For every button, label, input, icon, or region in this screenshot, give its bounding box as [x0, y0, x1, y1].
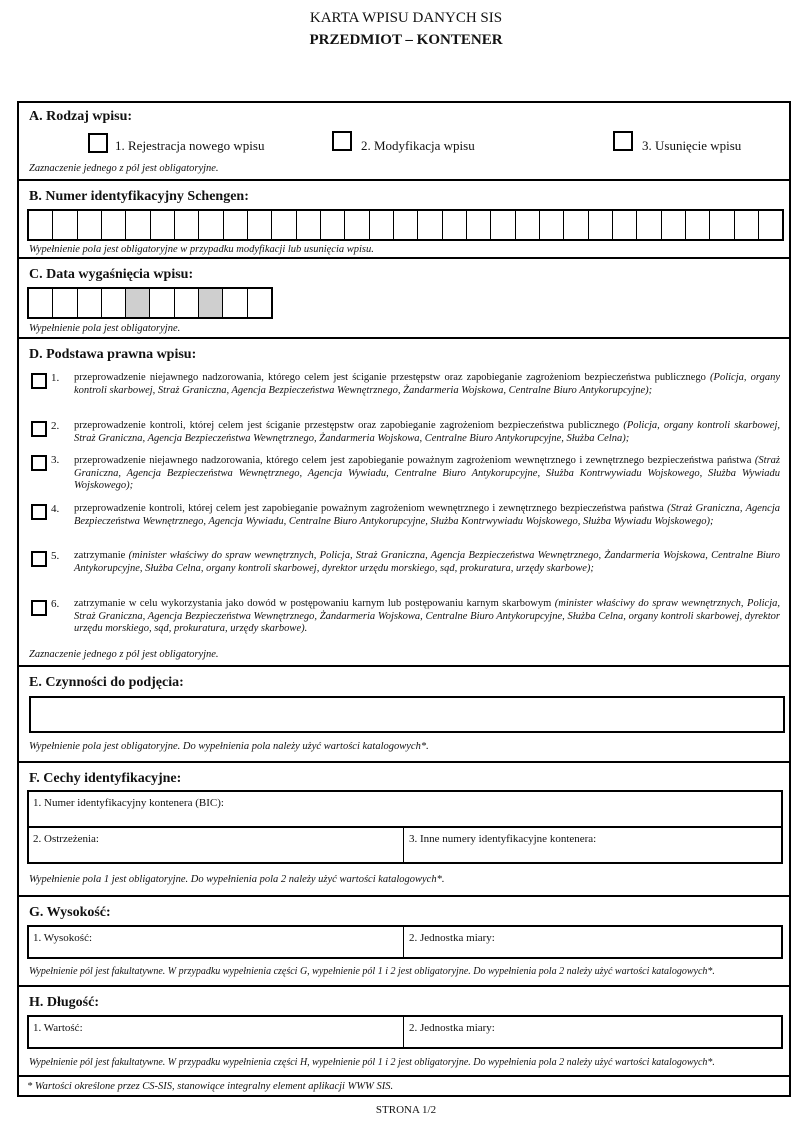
section-a-title: A. Rodzaj wpisu:	[29, 109, 133, 124]
legal-basis-5-text: zatrzymanie (minister właściwy do spraw wewnętrznych, Policja, Straż Graniczna, Agencja Bezpieczeństwa Wewnętrznego, Żandarmeria Wojskowa, Centralne Biuro Antykorupcyjne, Służba Celna, organy kontroli skarbowej, dyrektor urzędu morskiego, sąd, prokuratura, urzędy skarbowe);	[74, 550, 780, 574]
catalog-footnote-row	[19, 1077, 789, 1097]
row-divider	[403, 828, 404, 862]
checkbox-legal-basis-2[interactable]	[31, 421, 47, 437]
checkbox-legal-basis-3[interactable]	[31, 455, 47, 471]
section-d	[19, 339, 789, 667]
legal-basis-6-number: 6.	[51, 598, 60, 610]
row-divider	[403, 1017, 404, 1047]
legal-basis-3-number: 3.	[51, 454, 60, 466]
section-b-title: B. Numer identyfikacyjny Schengen:	[29, 189, 249, 204]
legal-basis-4-number: 4.	[51, 503, 60, 515]
section-a	[19, 103, 789, 181]
section-c-title: C. Data wygaśnięcia wpisu:	[29, 267, 194, 282]
section-b	[19, 181, 789, 259]
checkbox-legal-basis-4[interactable]	[31, 504, 47, 520]
length-row	[27, 1015, 783, 1049]
other-ids-label: 3. Inne numery identyfikacyjne kontenera:	[409, 833, 597, 845]
checkbox-legal-basis-6[interactable]	[31, 600, 47, 616]
warnings-label: 2. Ostrzeżenia:	[33, 833, 99, 845]
section-f-note: Wypełnienie pola 1 jest obligatoryjne. Do wypełnienia pola 2 należy użyć wartości katalogowych*.	[29, 874, 445, 885]
checkbox-modify-entry[interactable]	[332, 131, 352, 151]
section-d-note: Zaznaczenie jednego z pól jest obligatoryjne.	[29, 649, 219, 660]
container-bic-field[interactable]	[27, 790, 783, 828]
section-h	[19, 987, 789, 1077]
checkbox-legal-basis-5[interactable]	[31, 551, 47, 567]
section-h-title: H. Długość:	[29, 995, 99, 1010]
legal-basis-4-text: przeprowadzenie kontroli, której celem jest zapobieganie poważnym zagrożeniom wewnętrznego i zewnętrznego bezpieczeństwa państwa (Straż Graniczna, Agencja Bezpieczeństwa Wewnętrznego, Agencja Wywiadu, Centralne Biuro Antykorupcyjne, Służba Kontrwywiadu Wojskowego, Służba Wywiadu Wojskowego);	[74, 503, 780, 527]
checkbox-legal-basis-1[interactable]	[31, 373, 47, 389]
section-g-note: Wypełnienie pól jest fakultatywne. W przypadku wypełnienia części G, wypełnienie pól 1 i 2 jest obligatoryjne. Do wypełnienia pola 2 należy użyć wartości katalogowych*.	[29, 966, 715, 977]
legal-basis-2-text: przeprowadzenie kontroli, której celem jest ściganie przestępstw oraz zapobieganie zagrożeniom bezpieczeństwa publicznego (Policja, organy kontroli skarbowej, Straż Graniczna, Agencja Bezpieczeństwa Wewnętrznego, Żandarmeria Wojskowa, Centralne Biuro Antykorupcyjne, Służba Celna);	[74, 420, 780, 444]
legal-basis-5-number: 5.	[51, 550, 60, 562]
legal-basis-6-text: zatrzymanie w celu wykorzystania jako dowód w postępowaniu karnym lub postępowaniu karnym skarbowym (minister właściwy do spraw wewnętrznych, Policja, Straż Graniczna, Agencja Bezpieczeństwa Wewnętrznego, Żandarmeria Wojskowa, Centralne Biuro Antykorupcyjne, Służba Celna, organy kontroli skarbowej, dyrektor urzędu morskiego, sąd, prokuratura, urzędy skarbowe).	[74, 598, 780, 634]
section-a-note: Zaznaczenie jednego z pól jest obligatoryjne.	[29, 163, 219, 174]
page-number: STRONA 1/2	[375, 1104, 437, 1116]
catalog-footnote: * Wartości określone przez CS-SIS, stanowiące integralny element aplikacji WWW SIS.	[27, 1081, 394, 1092]
legal-basis-1-number: 1.	[51, 372, 60, 384]
schengen-id-cells[interactable]	[27, 209, 784, 241]
legal-basis-1-text: przeprowadzenie niejawnego nadzorowania, którego celem jest ściganie przestępstw oraz zapobieganie zagrożeniom bezpieczeństwa publicznego (Policja, organy kontroli skarbowej, Straż Graniczna, Agencja Bezpieczeństwa Wewnętrznego, Żandarmeria Wojskowa, Centralne Biuro Antykorupcyjne);	[74, 372, 780, 396]
form-title: KARTA WPISU DANYCH SIS	[309, 10, 503, 26]
section-c-note: Wypełnienie pola jest obligatoryjne.	[29, 323, 181, 334]
legal-basis-3-text: przeprowadzenie niejawnego nadzorowania, którego celem jest zapobieganie poważnym zagrożeniom wewnętrznego i zewnętrznego bezpieczeństwa państwa (Straż Graniczna, Agencja Bezpieczeństwa Wewnętrznego, Agencja Wywiadu, Centralne Biuro Antykorupcyjne, Służba Kontrwywiadu Wojskowego, Służba Wywiadu Wojskowego);	[74, 455, 780, 491]
section-e-note: Wypełnienie pola jest obligatoryjne. Do wypełnienia pola należy użyć wartości katalogowych*.	[29, 741, 429, 752]
expiry-date-cells[interactable]	[27, 287, 273, 319]
form-subtitle: PRZEDMIOT – KONTENER	[309, 32, 503, 48]
section-g-title: G. Wysokość:	[29, 905, 111, 920]
option-delete-entry-label: 3. Usunięcie wpisu	[642, 138, 742, 153]
row-divider	[403, 927, 404, 957]
option-new-entry-label: 1. Rejestracja nowego wpisu	[115, 138, 265, 153]
height-value-label: 1. Wysokość:	[33, 932, 93, 944]
checkbox-new-entry[interactable]	[88, 133, 108, 153]
warnings-and-ids-row	[27, 826, 783, 864]
section-g	[19, 897, 789, 987]
section-e-title: E. Czynności do podjęcia:	[29, 675, 184, 690]
section-e	[19, 667, 789, 763]
length-value-label: 1. Wartość:	[33, 1022, 83, 1034]
section-f-title: F. Cechy identyfikacyjne:	[29, 771, 182, 786]
section-h-note: Wypełnienie pól jest fakultatywne. W przypadku wypełnienia części H, wypełnienie pól 1 i 2 jest obligatoryjne. Do wypełnienia pola 2 należy użyć wartości katalogowych*.	[29, 1057, 715, 1068]
length-unit-label: 2. Jednostka miary:	[409, 1022, 495, 1034]
checkbox-delete-entry[interactable]	[613, 131, 633, 151]
height-unit-label: 2. Jednostka miary:	[409, 932, 495, 944]
legal-basis-2-number: 2.	[51, 420, 60, 432]
sis-form	[17, 101, 791, 1097]
section-d-title: D. Podstawa prawna wpisu:	[29, 347, 197, 362]
section-b-note: Wypełnienie pola jest obligatoryjne w przypadku modyfikacji lub usunięcia wpisu.	[29, 244, 374, 255]
actions-input[interactable]	[29, 696, 785, 733]
section-c	[19, 259, 789, 339]
section-f	[19, 763, 789, 897]
height-row	[27, 925, 783, 959]
container-bic-label: 1. Numer identyfikacyjny kontenera (BIC):	[33, 797, 224, 809]
option-modify-entry-label: 2. Modyfikacja wpisu	[361, 138, 475, 153]
